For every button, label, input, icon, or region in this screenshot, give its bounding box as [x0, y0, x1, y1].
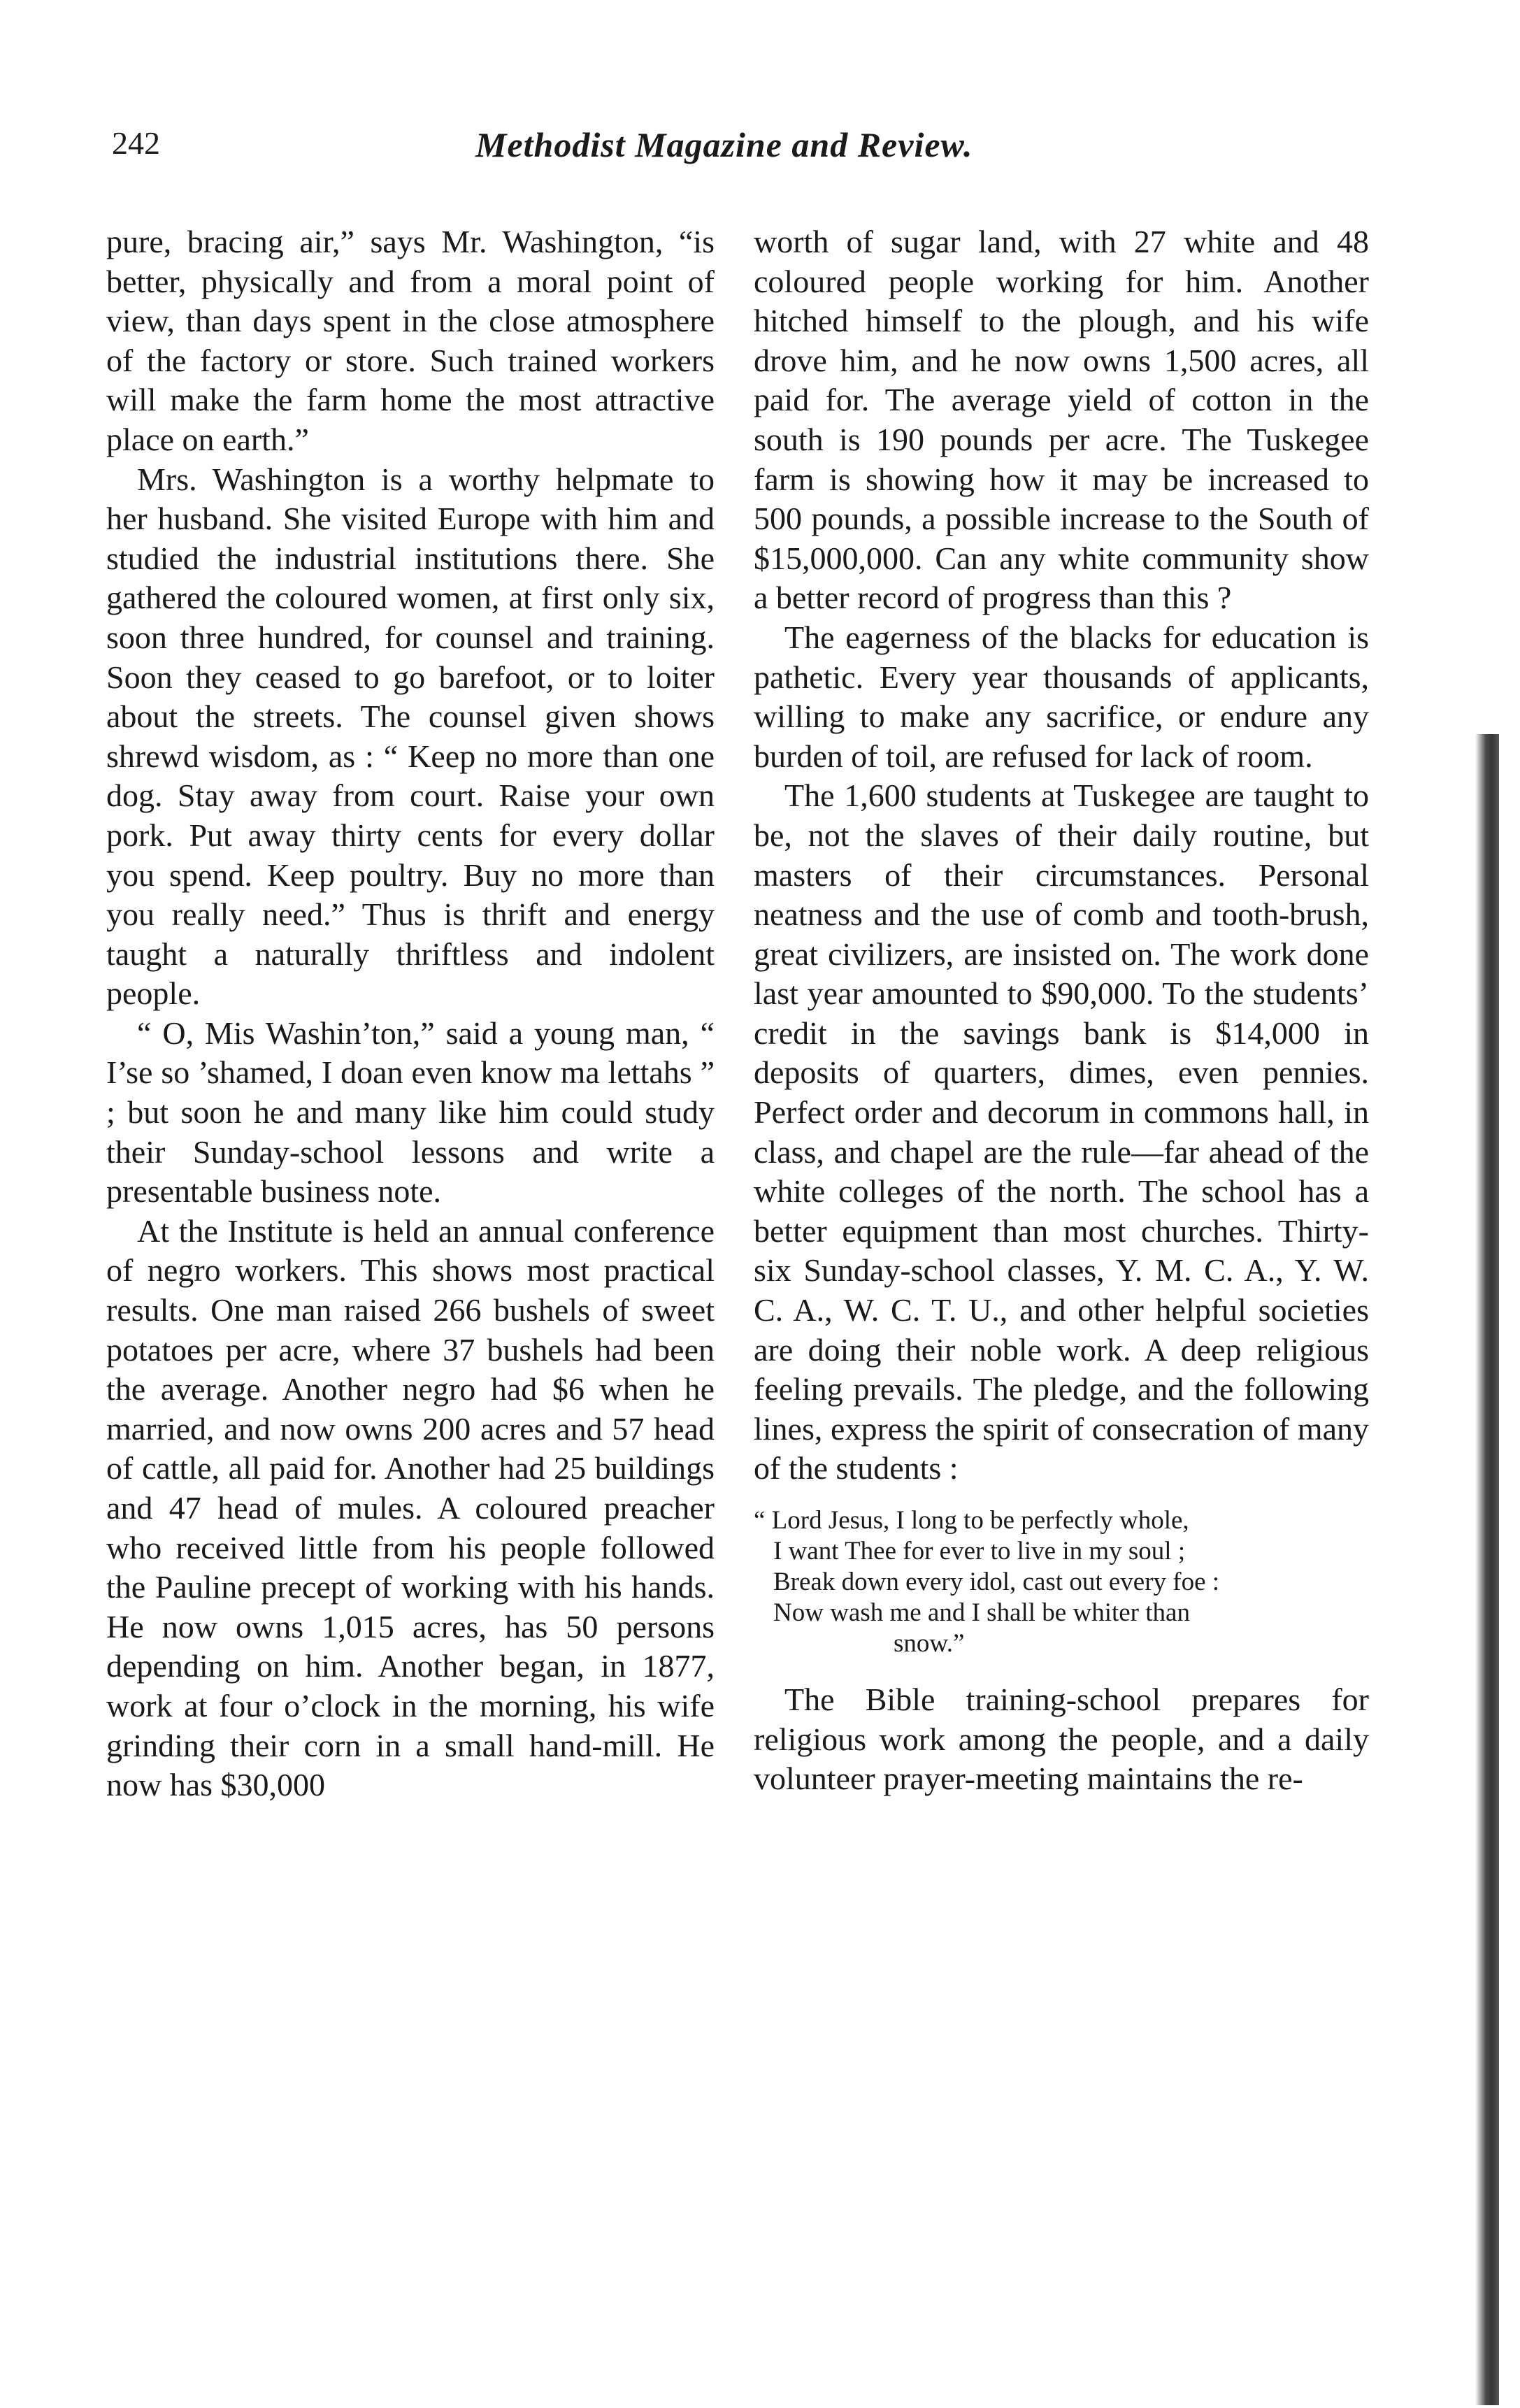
paragraph: worth of sugar land, with 27 white and 48 coloured people working for him. Another hitched himself to the plough, and his wife drove him, and he now owns 1,500 acres, all paid for. The average yield of cotton in the south is 190 pounds per acre. The Tuskegee farm is showing how it may be increased to 500 pounds, a possible increase to the South of $15,000,000. Can any white community show a better record of progress than this ? [754, 224, 1369, 616]
page-number: 242 [112, 125, 160, 161]
right-column [754, 222, 1369, 1799]
running-title: Methodist Magazine and Review. [475, 125, 973, 164]
paragraph: The eagerness of the blacks for education is pathetic. Every year thousands of applicants, willing to make any sacrifice, or endure any burden of toil, are refused for lack of room. [754, 619, 1369, 774]
poem-line: “ Lord Jesus, I long to be perfectly whole, [754, 1506, 1189, 1535]
paragraph: “ O, Mis Washin’ton,” said a young man, “ I’se so ’shamed, I doan even know ma lettahs ” ; but soon he and many like him could study their Sunday-school lessons and write a presentable business note. [106, 1015, 715, 1210]
poem-quote [754, 1505, 1369, 1659]
poem-line: Break down every idol, cast out every foe : [773, 1568, 1220, 1596]
poem-line: I want Thee for ever to live in my soul ; [773, 1537, 1186, 1565]
paragraph: pure, bracing air,” says Mr. Washington, “is better, physically and from a moral point of view, than days spent in the close atmosphere of the factory or store. Such trained workers will make the farm home the most attractive place on earth.” [106, 224, 715, 457]
paragraph: The 1,600 students at Tuskegee are taught to be, not the slaves of their daily routine, but masters of their circumstances. Personal neatness and the use of comb and tooth-brush, great civilizers, are insisted on. The work done last year amounted to $90,000. To the students’ credit in the savings bank is $14,000 in deposits of quarters, dimes, even pennies. Perfect order and decorum in commons hall, in class, and chapel are the rule—far ahead of the white colleges of the north. The school has a better equipment than most churches. Thirty-six Sunday-school classes, Y. M. C. A., Y. W. C. A., W. C. T. U., and other helpful societies are doing their noble work. A deep religious feeling prevails. The pledge, and the following lines, express the spirit of consecration of many of the students : [754, 777, 1369, 1486]
poem-line: snow.” [894, 1629, 965, 1658]
paragraph: The Bible training-school prepares for religious work among the people, and a daily volunteer prayer-meeting maintains the re- [754, 1682, 1369, 1797]
poem-line: Now wash me and I shall be whiter than [773, 1598, 1190, 1627]
page-header [112, 124, 1370, 180]
scan-edge-shadow [1475, 734, 1499, 2405]
paragraph: At the Institute is held an annual conference of negro workers. This shows most practical results. One man raised 266 bushels of sweet potatoes per acre, where 37 bushels had been the average. Another negro had $6 when he married, and now owns 200 acres and 57 head of cattle, all paid for. Another had 25 buildings and 47 head of mules. A coloured preacher who received little from his people followed the Pauline precept of working with his hands. He now owns 1,015 acres, has 50 persons depending on him. Another began, in 1877, work at four o’clock in the morning, his wife grinding their corn in a small hand-mill. He now has $30,000 [106, 1212, 715, 1803]
paragraph: Mrs. Washington is a worthy helpmate to her husband. She visited Europe with him and studied the industrial institutions there. She gathered the coloured women, at first only six, soon three hundred, for counsel and training. Soon they ceased to go barefoot, or to loiter about the streets. The counsel given shows shrewd wisdom, as : “ Keep no more than one dog. Stay away from court. Raise your own pork. Put away thirty cents for every dollar you spend. Keep poultry. Buy no more than you really need.” Thus is thrift and energy taught a naturally thriftless and indolent people. [106, 461, 715, 1012]
left-column [106, 222, 715, 1805]
